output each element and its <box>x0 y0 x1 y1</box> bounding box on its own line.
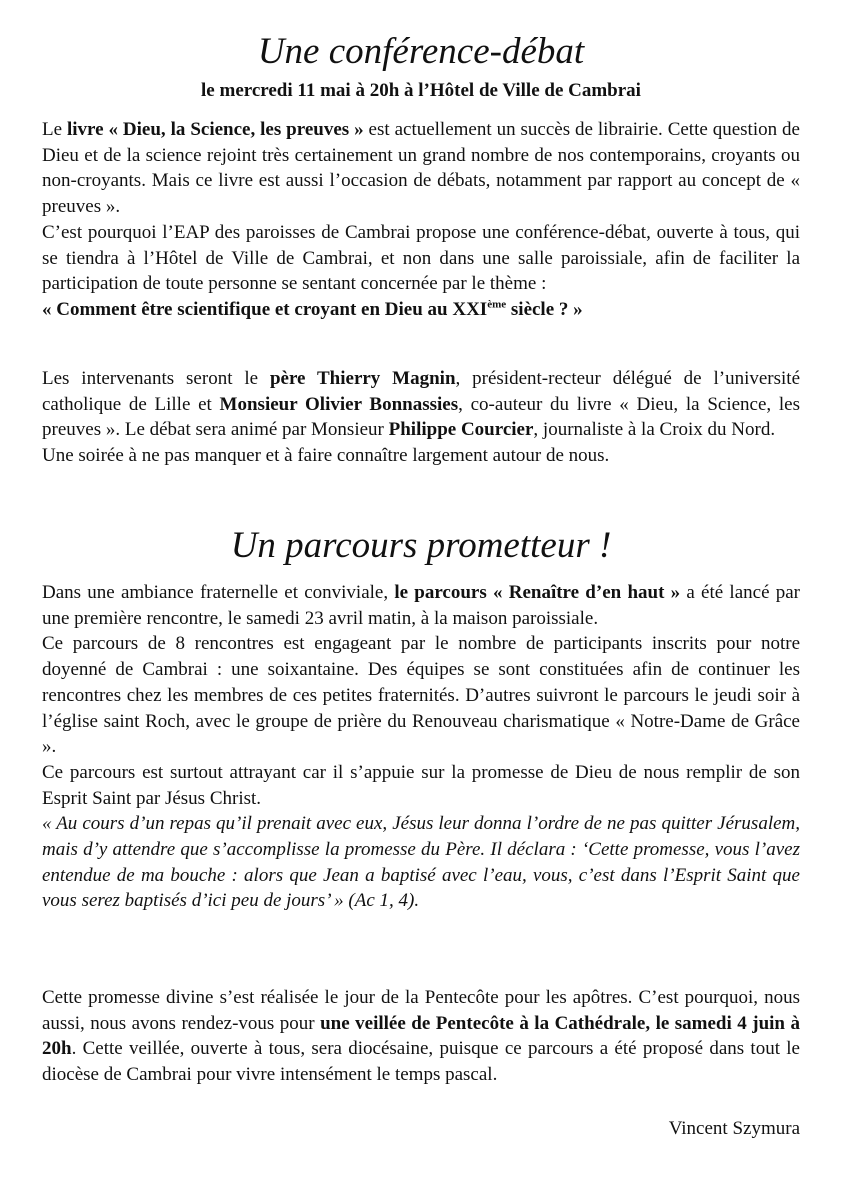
text-run: Le <box>42 119 67 140</box>
parcours-paragraph-intro <box>42 580 800 914</box>
text-run: , président-recteur délégué de l’université catholique de Lille et <box>42 368 801 415</box>
scripture-quote: « Au cours d’un repas qu’il prenait avec eux, Jésus leur donna l’ordre de ne pas quitter Jérusalem, mais d’y attendre que s’accomplisse la promesse du Père. Il déclara : ‘Cette promesse, vous l’avez entendue de ma bouche : alors que Jean a baptisé avec l’eau, vous, c’est dans l’Esprit Saint que vous serez baptisés d’ici peu de jours’ » (Ac 1, 4). <box>42 813 800 912</box>
text-run: C’est pourquoi l’EAP des paroisses de Cambrai propose une conférence-débat, ouverte à tous, qui se tiendra à l’Hôtel de Ville de Cambrai, et non dans une salle paroissiale, afin de faciliter la participation de toute personne se sentant concernée par le thème : <box>42 221 800 295</box>
speaker-name: Monsieur Olivier Bonnassies <box>219 393 459 415</box>
conference-subtitle: le mercredi 11 mai à 20h à l’Hôtel de Ville de Cambrai <box>201 80 641 101</box>
text-run: Cette promesse divine s’est réalisée le jour de la Pentecôte pour les apôtres. C’est pourquoi, nous aussi, nous avons rendez-vous pour <box>42 987 800 1034</box>
book-title: livre « Dieu, la Science, les preuves » <box>66 119 364 140</box>
author-signature: Vincent Szymura <box>668 1118 800 1139</box>
conference-title: Une conférence-débat <box>257 31 585 72</box>
text-run: Une soirée à ne pas manquer et à faire connaître largement autour de nous. <box>42 445 610 467</box>
conference-theme: « Comment être scientifique et croyant en Dieu au XXIème siècle ? » <box>42 298 583 320</box>
text-run: Ce parcours de 8 rencontres est engageant par le nombre de participants inscrits pour notre doyenné de Cambrai : une soixantaine. Des équipes se sont constituées afin de continuer les rencontres chez les membres de ces petites fraternités. D’autres suivront le parcours le jeudi soir à l’église saint Roch, avec le groupe de prière du Renouveau charismatique « Notre-Dame de Grâce ». <box>42 633 800 758</box>
text-run: est actuellement un succès de librairie. Cette question de Dieu et de la science rejoint très certainement un grand nombre de nos contemporains, croyants ou non-croyants. Mais ce livre est aussi l’occasion de débats, notamment par rapport au concept de « preuves ». <box>42 119 800 218</box>
moderator-name: Philippe Courcier <box>388 419 534 441</box>
conference-paragraph-intro <box>42 117 800 323</box>
parcours-paragraph-vigil <box>42 985 800 1088</box>
text-run: , journaliste à la Croix du Nord. <box>533 419 776 441</box>
text-run: , co-auteur du livre « Dieu, la Science, les preuves ». Le débat sera animé par Monsieur <box>42 393 800 441</box>
conference-paragraph-speakers <box>42 366 800 469</box>
vigil-event: une veillée de Pentecôte à la Cathédrale, le samedi 4 juin à 20h <box>42 1012 800 1060</box>
parcours-name: le parcours « Renaître d’en haut » <box>394 582 681 603</box>
speaker-name: père Thierry Magnin <box>269 368 456 389</box>
text-run: Dans une ambiance fraternelle et conviviale, <box>42 582 395 603</box>
text-run: Les intervenants seront le <box>42 368 270 389</box>
text-run: . Cette veillée, ouverte à tous, sera diocésaine, puisque ce parcours a été proposé dans tout le diocèse de Cambrai pour vivre intensément le temps pascal. <box>42 1038 800 1086</box>
text-run: a été lancé par une première rencontre, le samedi 23 avril matin, à la maison paroissiale. <box>42 582 800 629</box>
parcours-title: Un parcours prometteur ! <box>230 525 612 566</box>
text-run: Ce parcours est surtout attrayant car il s’appuie sur la promesse de Dieu de nous remplir de son Esprit Saint par Jésus Christ. <box>42 761 800 809</box>
